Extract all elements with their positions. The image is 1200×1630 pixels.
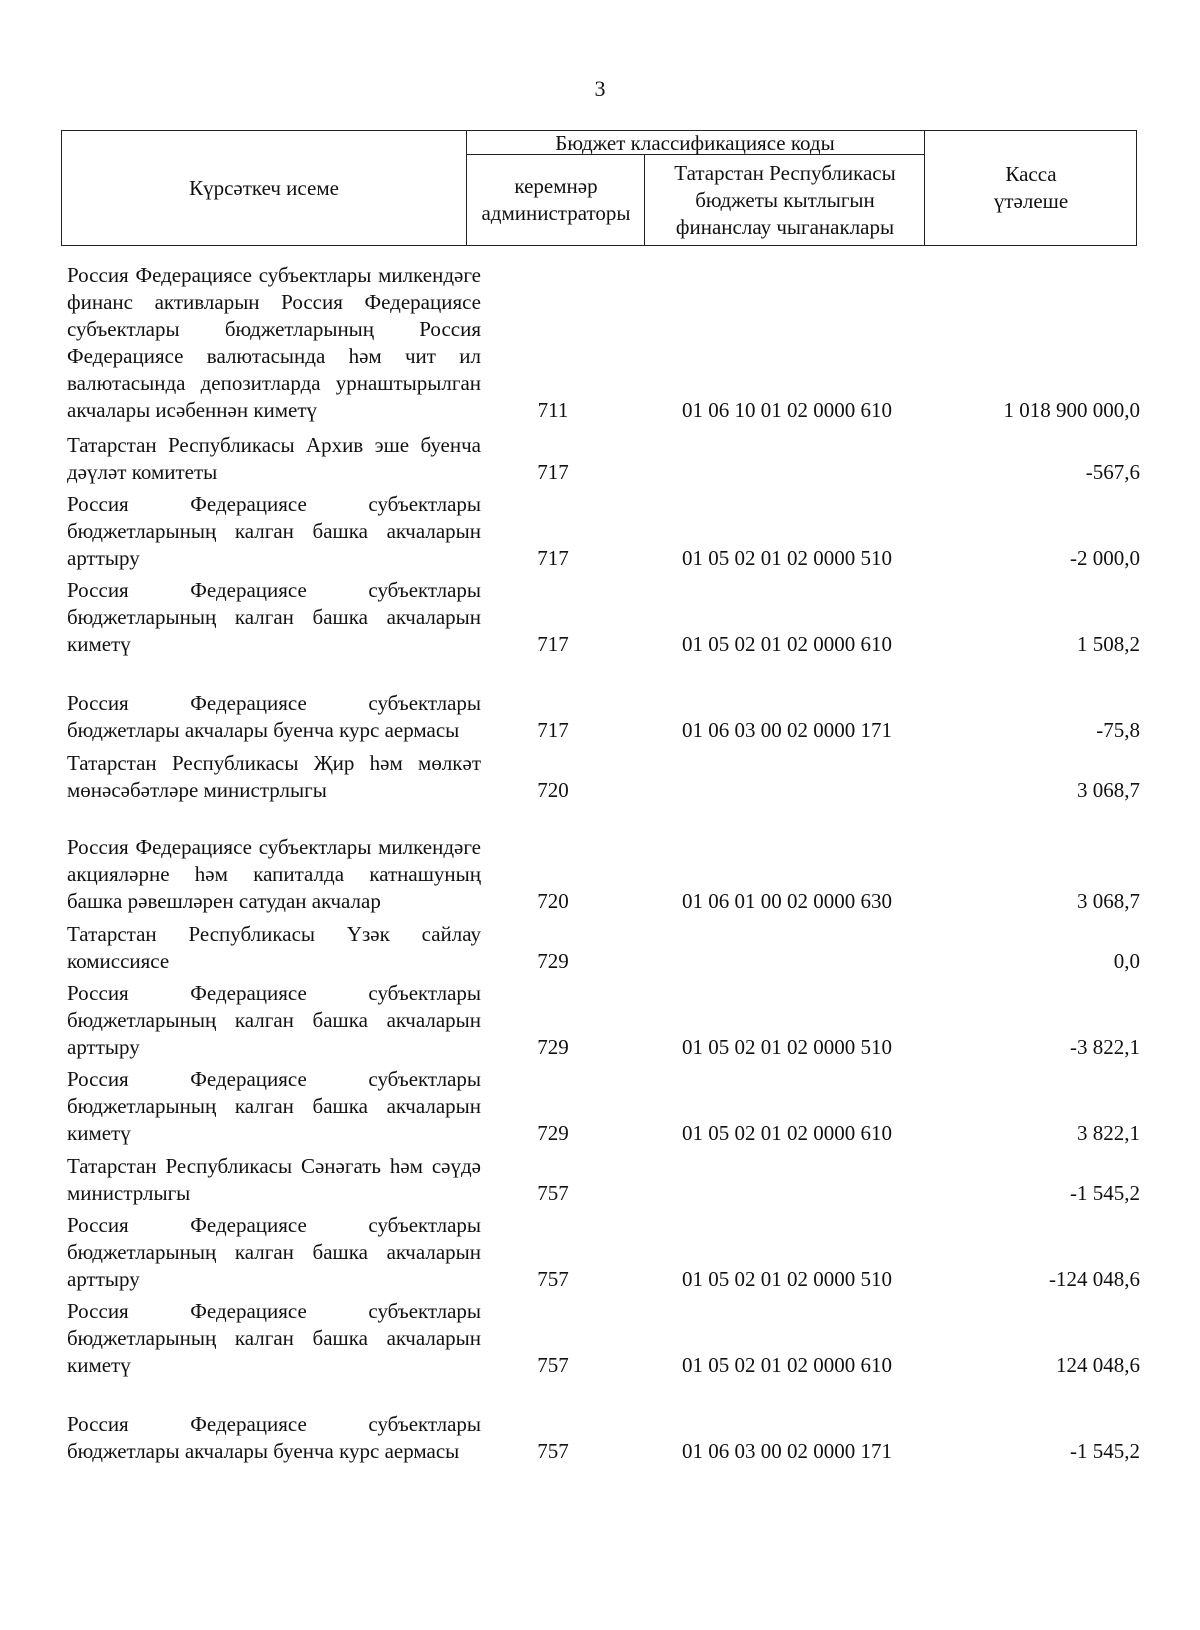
row-code: 01 06 03 00 02 0000 171 — [682, 1439, 892, 1463]
row-admin: 717 — [537, 460, 569, 484]
row-admin: 729 — [537, 1121, 569, 1145]
row-amount: -567,6 — [1085, 460, 1140, 484]
header-name: Күрсәткеч исеме — [189, 175, 339, 200]
table-row — [61, 915, 1140, 975]
row-amount: 1 508,2 — [1077, 632, 1140, 656]
row-name: Татарстан Республикасы Җир һәм мөлкәт мөнәсәбәтләре министрлыгы — [67, 751, 481, 802]
row-amount: -75,8 — [1096, 718, 1140, 742]
table-row — [61, 744, 1140, 804]
row-amount: 3 822,1 — [1077, 1121, 1140, 1145]
table-row — [61, 658, 1140, 744]
row-name: Россия Федерациясе субъектлары бюджетлары акчалары буенча курс аермасы — [67, 691, 481, 742]
row-amount: -124 048,6 — [1049, 1267, 1140, 1291]
table-row — [61, 1379, 1140, 1465]
row-admin: 757 — [537, 1181, 569, 1205]
table-row — [61, 975, 1140, 1061]
row-amount: -1 545,2 — [1070, 1439, 1140, 1463]
row-admin: 729 — [537, 949, 569, 973]
row-name: Россия Федерациясе субъектлары милкендәге финанс активларын Россия Федерациясе субъектлары бюджетларының Россия Федерациясе валютасында һәм чит ил валютасында депозитларда урнаштырылган акчалары исәбеннән киметү — [67, 263, 481, 422]
table-row — [61, 426, 1140, 486]
row-code: 01 05 02 01 02 0000 610 — [682, 632, 892, 656]
row-admin: 729 — [537, 1035, 569, 1059]
row-amount: 3 068,7 — [1077, 889, 1140, 913]
table-row — [61, 1147, 1140, 1207]
row-admin: 717 — [537, 718, 569, 742]
header-source: Татарстан Республикасы бюджеты кытлыгын финанслау чыганаклары — [674, 160, 896, 239]
row-admin: 757 — [537, 1439, 569, 1463]
row-amount: 1 018 900 000,0 — [1003, 398, 1140, 422]
row-admin: 717 — [537, 632, 569, 656]
row-code: 01 05 02 01 02 0000 510 — [682, 1267, 892, 1291]
row-name: Татарстан Республикасы Сәнәгать һәм сәүдә министрлыгы — [67, 1154, 481, 1205]
header-admin: керемнәр администраторы — [481, 174, 631, 225]
divider — [924, 131, 925, 245]
table-row — [61, 572, 1140, 658]
row-code: 01 05 02 01 02 0000 610 — [682, 1121, 892, 1145]
table-row — [61, 486, 1140, 572]
row-code: 01 05 02 01 02 0000 610 — [682, 1353, 892, 1377]
row-code: 01 06 03 00 02 0000 171 — [682, 718, 892, 742]
row-name: Татарстан Республикасы Архив эше буенча дәүләт комитеты — [67, 433, 481, 484]
table-row — [61, 804, 1140, 915]
divider — [644, 155, 645, 245]
row-name: Россия Федерациясе субъектлары бюджетлары акчалары буенча курс аермасы — [67, 1412, 481, 1463]
row-code: 01 05 02 01 02 0000 510 — [682, 1035, 892, 1059]
table-row — [61, 1207, 1140, 1293]
row-admin: 757 — [537, 1267, 569, 1291]
table-row — [61, 1293, 1140, 1379]
row-code: 01 06 01 00 02 0000 630 — [682, 889, 892, 913]
row-admin: 757 — [537, 1353, 569, 1377]
row-amount: 124 048,6 — [1056, 1353, 1140, 1377]
header-budget-code: Бюджет классификациясе коды — [555, 130, 835, 155]
row-amount: 3 068,7 — [1077, 778, 1140, 802]
row-code: 01 06 10 01 02 0000 610 — [682, 398, 892, 422]
table-row — [61, 246, 1140, 424]
row-admin: 720 — [537, 889, 569, 913]
row-name: Татарстан Республикасы Үзәк сайлау комиссиясе — [67, 922, 481, 973]
row-name: Россия Федерациясе субъектлары бюджетларының калган башка акчаларын арттыру — [67, 492, 481, 570]
row-admin: 717 — [537, 546, 569, 570]
page-number: 3 — [594, 76, 606, 101]
row-amount: 0,0 — [1113, 949, 1140, 973]
table-row — [61, 1061, 1140, 1147]
row-name: Россия Федерациясе субъектлары бюджетларының калган башка акчаларын арттыру — [67, 981, 481, 1059]
table-body — [61, 246, 1140, 1465]
row-name: Россия Федерациясе субъектлары бюджетларының калган башка акчаларын киметү — [67, 1299, 481, 1377]
row-code: 01 05 02 01 02 0000 510 — [682, 546, 892, 570]
row-amount: -3 822,1 — [1070, 1035, 1140, 1059]
row-amount: -2 000,0 — [1070, 546, 1140, 570]
row-name: Россия Федерациясе субъектлары бюджетларының калган башка акчаларын киметү — [67, 1067, 481, 1145]
row-name: Россия Федерациясе субъектлары милкендәге акцияләрне һәм капиталда катнашуның башка рәвешләрен сатудан акчалар — [67, 835, 481, 913]
row-admin: 720 — [537, 778, 569, 802]
row-name: Россия Федерациясе субъектлары бюджетларының калган башка акчаларын арттыру — [67, 1213, 481, 1291]
row-amount: -1 545,2 — [1070, 1181, 1140, 1205]
table-header — [61, 130, 1137, 246]
row-admin: 711 — [537, 398, 569, 422]
header-amount: Касса үтәлеше — [993, 162, 1069, 213]
row-name: Россия Федерациясе субъектлары бюджетларының калган башка акчаларын киметү — [67, 578, 481, 656]
